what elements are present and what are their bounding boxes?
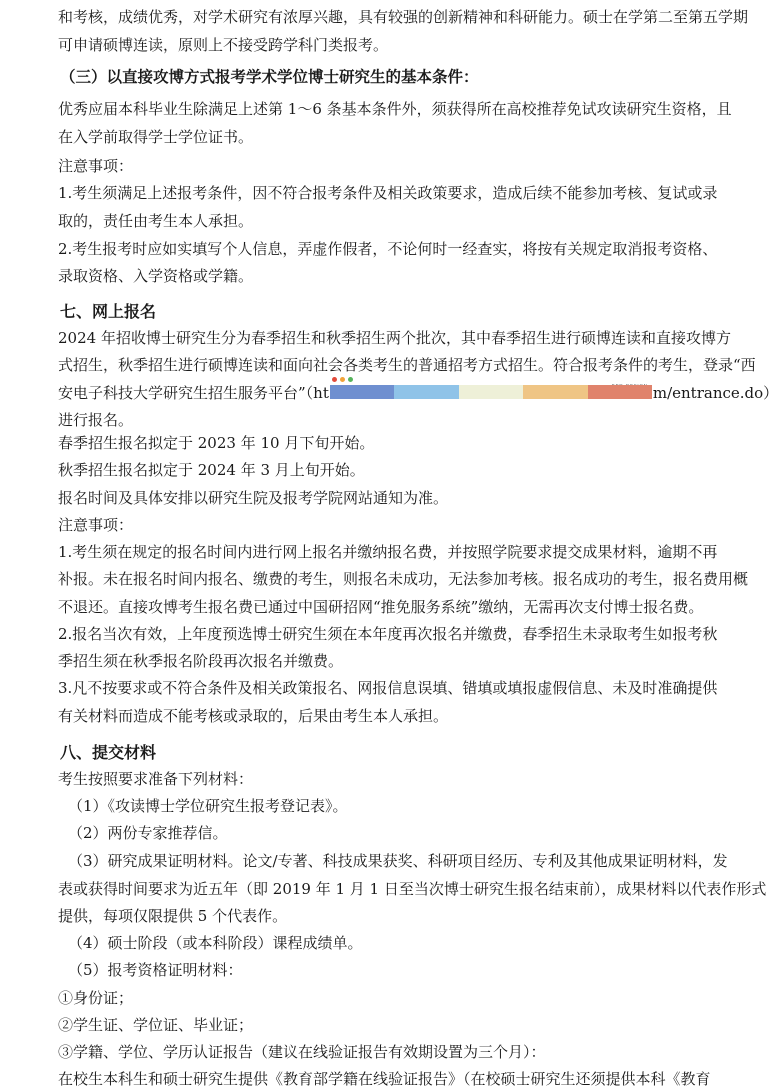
body-text: 季招生须在秋季报名阶段再次报名并缴费。: [58, 652, 344, 670]
mask-segment: [459, 385, 523, 399]
redaction-banner: [330, 385, 652, 399]
body-text: 3.凡不按要求或不符合条件及相关政策报名、网报信息误填、错填或填报虚假信息、未及时准确提供: [58, 679, 718, 697]
body-text: 在校生本科生和硕士研究生提供《教育部学籍在线验证报告》（在校硕士研究生还须提供本科《教育: [58, 1070, 711, 1088]
mask-segment: [588, 385, 652, 399]
body-text: 不退还。直接攻博考生报名费已通过中国研招网“推免服务系统”缴纳，无需再次支付博士报名费。: [58, 598, 704, 616]
list-item: （2）两份专家推荐信。: [68, 824, 228, 842]
body-text: 2.报名当次有效，上年度预选博士研究生须在本年度再次报名并缴费，春季招生未录取考生如报考秋: [58, 625, 718, 643]
body-text: 考生按照要求准备下列材料：: [58, 770, 254, 788]
body-text: 和考核，成绩优秀，对学术研究有浓厚兴趣，具有较强的创新精神和科研能力。硕士在学第二至第五学期: [58, 8, 749, 26]
url-line-prefix: 安电子科技大学研究生招生服务平台”（ht: [58, 384, 329, 402]
body-text: 春季招生报名拟定于 2023 年 10 月下旬开始。: [58, 434, 375, 452]
subsection-heading: （三）以直接攻博方式报考学术学位博士研究生的基本条件：: [60, 67, 479, 86]
mask-segment: [523, 385, 588, 399]
list-item: ②学生证、学位证、毕业证；: [58, 1016, 254, 1034]
body-text: 1.考生须满足上述报考条件，因不符合报考条件及相关政策要求，造成后续不能参加考核、复试或录: [58, 184, 718, 202]
notice-label: 注意事项：: [58, 157, 134, 175]
body-text: 提供，每项仅限提供 5 个代表作。: [58, 907, 288, 925]
list-item: ①身份证；: [58, 989, 134, 1007]
dot-red: [332, 377, 337, 382]
body-text: 有关材料而造成不能考核或录取的，后果由考生本人承担。: [58, 707, 449, 725]
list-item: ③学籍、学位、学历认证报告（建议在线验证报告有效期设置为三个月）：: [58, 1043, 546, 1061]
body-text: 秋季招生报名拟定于 2024 年 3 月上旬开始。: [58, 461, 365, 479]
section-heading: 七、网上报名: [60, 302, 157, 321]
list-item: （1）《攻读博士学位研究生报考登记表》。: [68, 797, 348, 815]
dot-green: [348, 377, 353, 382]
body-text: 2024 年招收博士研究生分为春季招生和秋季招生两个批次，其中春季招生进行硕博连读和直接攻博方: [58, 329, 731, 347]
list-item: （4）硕士阶段（或本科阶段）课程成绩单。: [68, 934, 363, 952]
dot-orange: [340, 377, 345, 382]
mask-segment: [330, 385, 394, 399]
body-text: 在入学前取得学士学位证书。: [58, 128, 254, 146]
url-line: [58, 380, 778, 406]
body-text: 报名时间及具体安排以研究生院及报考学院网站通知为准。: [58, 489, 449, 507]
body-text: 进行报名。: [58, 411, 134, 429]
notice-label: 注意事项：: [58, 516, 134, 534]
list-item: （5）报考资格证明材料：: [68, 961, 243, 979]
body-text: 式招生，秋季招生进行硕博连读和面向社会各类考生的普通招考方式招生。符合报考条件的考生，登录“西: [58, 356, 756, 374]
body-text: 可申请硕博连读，原则上不接受跨学科门类报考。: [58, 36, 389, 54]
body-text: 录取资格、入学资格或学籍。: [58, 267, 254, 285]
mask-segment: [394, 385, 459, 399]
body-text: 1.考生须在规定的报名时间内进行网上报名并缴纳报名费，并按照学院要求提交成果材料，逾期不再: [58, 543, 718, 561]
url-line-suffix: m/entrance.do）: [652, 384, 778, 402]
body-text: 2.考生报考时应如实填写个人信息，弄虚作假者，不论何时一经查实，将按有关规定取消报考资格、: [58, 240, 718, 258]
body-text: 补报。未在报名时间内报名、缴费的考生，则报名未成功，无法参加考核。报名成功的考生，报名费用概: [58, 570, 749, 588]
body-text: 取的，责任由考生本人承担。: [58, 212, 254, 230]
body-text: 优秀应届本科毕业生除满足上述第 1～6 条基本条件外，须获得所在高校推荐免试攻读研究生资格，且: [58, 100, 732, 118]
list-item: （3）研究成果证明材料。论文/专著、科技成果获奖、科研项目经历、专利及其他成果证明材料，发: [68, 852, 728, 870]
section-heading: 八、提交材料: [60, 743, 157, 762]
body-text: 表或获得时间要求为近五年（即 2019 年 1 月 1 日至当次博士研究生报名结束前），成果材料以代表作形式: [58, 880, 767, 898]
